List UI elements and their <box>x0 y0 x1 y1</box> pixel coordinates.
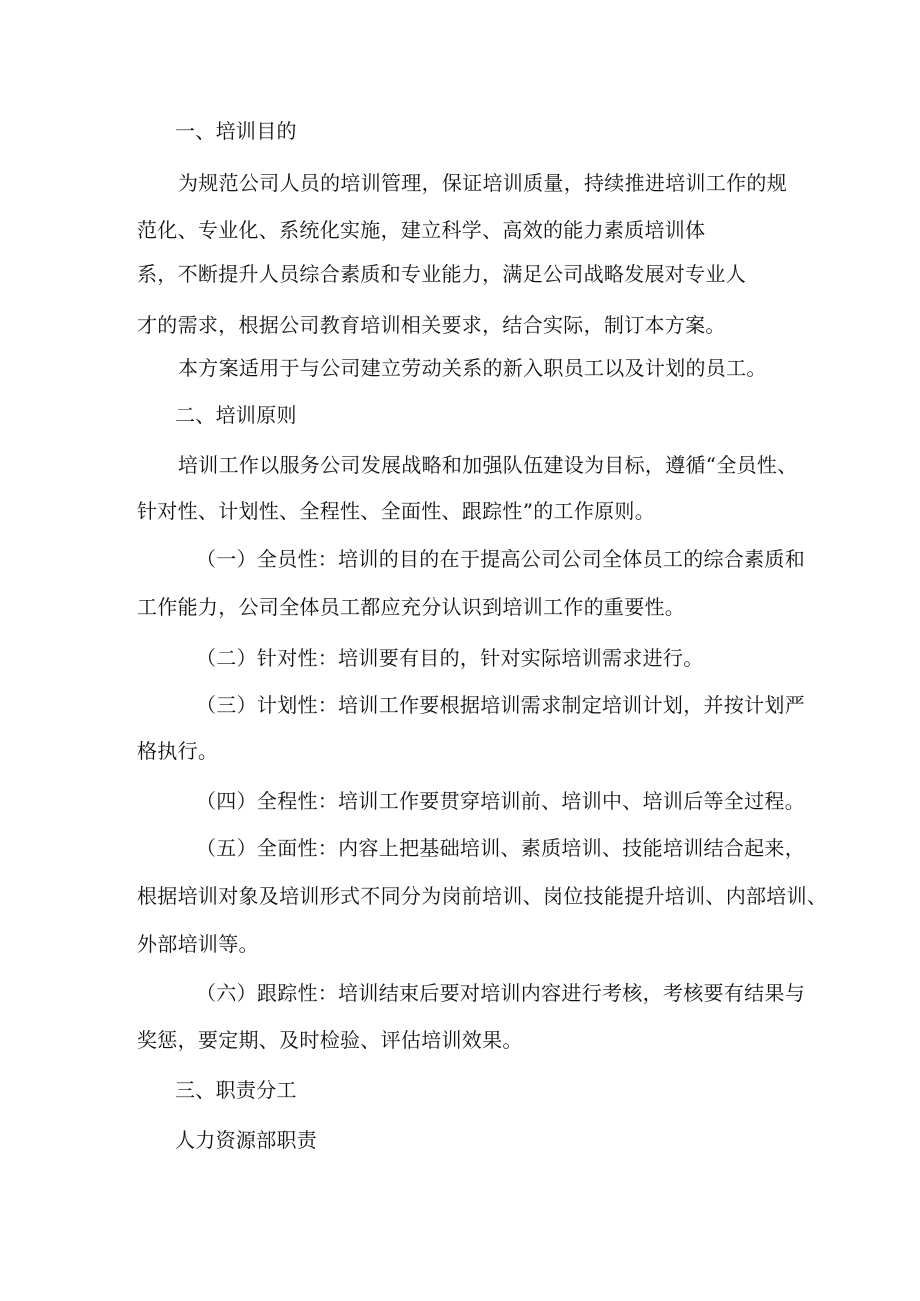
paragraph-line: 范化、专业化、系统化实施，建立科学、高效的能力素质培训体 <box>137 218 706 242</box>
principle-item-line: 外部培训等。 <box>137 932 259 956</box>
principle-item-line: 格执行。 <box>137 739 219 763</box>
subheading-hr-duties: 人力资源部职责 <box>175 1128 318 1152</box>
paragraph-line: 系，不断提升人员综合素质和专业能力，满足公司战略发展对专业人 <box>137 262 746 286</box>
principle-item-line: 工作能力，公司全体员工都应充分认识到培训工作的重要性。 <box>137 595 686 619</box>
principle-item-line: （三）计划性：培训工作要根据培训需求制定培训计划，并按计划严 <box>196 693 805 717</box>
principle-item-line: 根据培训对象及培训形式不同分为岗前培训、岗位技能提升培训、内部培训、 <box>137 884 828 908</box>
principle-item-line: （六）跟踪性：培训结束后要对培训内容进行考核，考核要有结果与 <box>196 981 805 1005</box>
paragraph-line: 才的需求，根据公司教育培训相关要求，结合实际，制订本方案。 <box>137 313 726 337</box>
principle-item-line: （五）全面性：内容上把基础培训、素质培训、技能培训结合起来， <box>196 836 805 860</box>
paragraph-line: 培训工作以服务公司发展战略和加强队伍建设为目标，遵循“全员性、 <box>178 453 798 477</box>
paragraph-line: 针对性、计划性、全程性、全面性、跟踪性”的工作原则。 <box>137 499 656 523</box>
principle-item-line: （四）全程性：培训工作要贯穿培训前、培训中、培训后等全过程。 <box>196 789 805 813</box>
paragraph-line: 本方案适用于与公司建立劳动关系的新入职员工以及计划的员工。 <box>178 356 767 380</box>
principle-item-line: 奖惩，要定期、及时检验、评估培训效果。 <box>137 1028 523 1052</box>
section-heading-training-purpose: 一、培训目的 <box>175 119 297 143</box>
principle-item-line: （一）全员性：培训的目的在于提高公司公司全体员工的综合素质和 <box>196 547 805 571</box>
section-heading-training-principles: 二、培训原则 <box>175 403 297 427</box>
section-heading-responsibilities: 三、职责分工 <box>175 1078 297 1102</box>
principle-item-line: （二）针对性：培训要有目的，针对实际培训需求进行。 <box>196 646 704 670</box>
paragraph-line: 为规范公司人员的培训管理，保证培训质量，持续推进培训工作的规 <box>178 171 787 195</box>
